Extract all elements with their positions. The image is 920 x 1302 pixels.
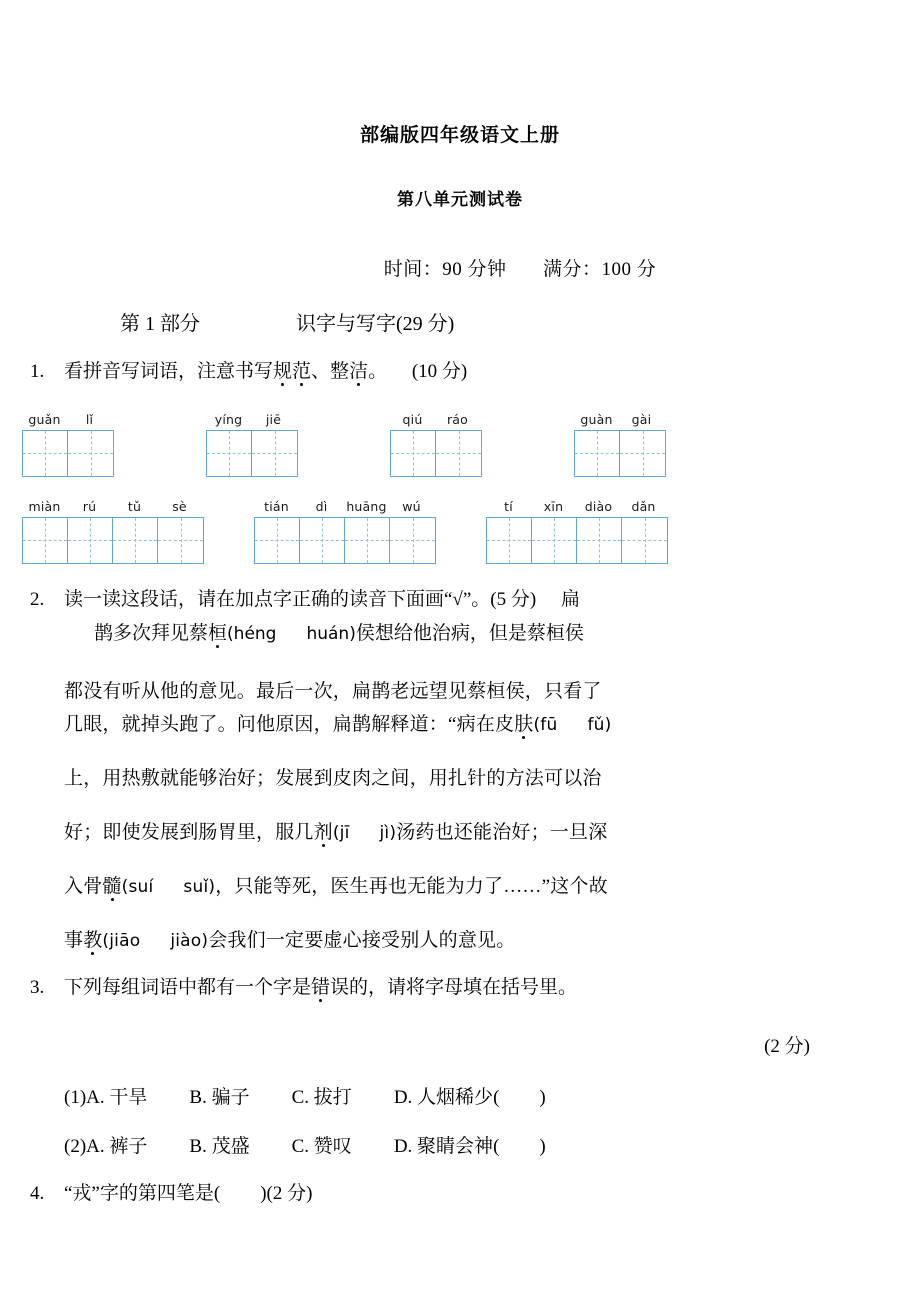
exam-meta bbox=[0, 254, 920, 281]
pinyin-syllable: guǎn bbox=[28, 411, 61, 427]
option-letter: D. bbox=[393, 1136, 418, 1158]
q2-line2-text-b: 侯想给他治病，但是蔡桓侯 bbox=[355, 623, 584, 645]
option-letter: B. bbox=[189, 1136, 212, 1158]
tianzige-cell[interactable] bbox=[391, 431, 436, 476]
q2-line6-text-a: 好；即使发展到肠胃里，服几 bbox=[64, 821, 314, 843]
q2-line-2 bbox=[30, 620, 920, 649]
pinyin-syllable: tí bbox=[504, 498, 513, 514]
question-2 bbox=[0, 586, 920, 649]
pinyin-syllable: miàn bbox=[28, 498, 61, 514]
exam-time-label: 时间：90 分钟 bbox=[383, 259, 507, 280]
tianzige-grid[interactable] bbox=[206, 430, 298, 477]
pinyin-syllable: jiē bbox=[265, 411, 282, 427]
q2-dotted-char-sui: 髓 bbox=[102, 875, 122, 897]
q1-prompt-part-a: 看拼音写词语，注意书写 bbox=[64, 361, 274, 382]
pinyin-syllable: gài bbox=[631, 411, 652, 427]
q2-instruction-tail: 扁 bbox=[560, 588, 580, 610]
q1-prompt-part-b: 、整 bbox=[311, 361, 350, 382]
q2-dotted-char-huan: 桓 bbox=[208, 623, 228, 645]
q2-dotted-char-fu: 肤 bbox=[514, 713, 534, 735]
pinyin-syllable: sè bbox=[172, 498, 187, 514]
question-4-number: 4. bbox=[30, 1183, 45, 1205]
pinyin-grid-item bbox=[486, 499, 668, 564]
pinyin-syllable: guàn bbox=[580, 411, 613, 427]
pinyin-label-row bbox=[486, 499, 668, 514]
q2-line6-text-b: 汤药也还能治好；一旦深 bbox=[396, 821, 608, 843]
option-b[interactable] bbox=[189, 1082, 249, 1109]
question-1 bbox=[0, 358, 920, 386]
option-letter: B. bbox=[189, 1087, 212, 1109]
q2-pinyin-option-heng: (héng bbox=[227, 624, 277, 645]
tianzige-cell[interactable] bbox=[23, 431, 68, 476]
q2-pinyin-option-ji4: jì) bbox=[379, 822, 397, 843]
pinyin-syllable: dì bbox=[315, 498, 328, 514]
q2-line-6 bbox=[64, 817, 896, 844]
q1-prompt-part-c: 。 bbox=[368, 361, 388, 382]
pinyin-syllable: dǎn bbox=[631, 498, 656, 514]
option-letter: A. bbox=[86, 1136, 110, 1158]
pinyin-label-row bbox=[254, 499, 436, 514]
q4-text-a: “戎”字的第四笔是( bbox=[64, 1183, 221, 1205]
option-text: 裤子 bbox=[109, 1136, 148, 1158]
tianzige-cell[interactable] bbox=[207, 431, 252, 476]
option-text: 聚睛会神 bbox=[417, 1136, 494, 1158]
q2-line8-text-a: 事 bbox=[64, 929, 84, 951]
q2-line2-text-a: 鹊多次拜见蔡 bbox=[94, 623, 209, 645]
option-text: 拔打 bbox=[313, 1087, 352, 1109]
pinyin-syllable: tǔ bbox=[127, 498, 142, 514]
pinyin-grid-item bbox=[574, 412, 666, 477]
option-row-label: (2) bbox=[64, 1136, 87, 1158]
q2-line7-text-a: 入骨 bbox=[64, 875, 103, 897]
tianzige-cell[interactable] bbox=[436, 431, 481, 476]
q2-dotted-char-jiao: 教 bbox=[83, 929, 103, 951]
pinyin-syllable: tián bbox=[264, 498, 289, 514]
q1-score: (10 分) bbox=[411, 361, 468, 382]
answer-paren-close: ) bbox=[539, 1136, 546, 1158]
q3-dotted-char-cuo: 错 bbox=[311, 976, 331, 998]
tianzige-grid[interactable] bbox=[254, 517, 436, 564]
pinyin-grid-item bbox=[390, 412, 482, 477]
option-d[interactable] bbox=[394, 1082, 493, 1109]
q2-line4-text-a: 几眼，就掉头跑了。问他原因，扁鹊解释道：“病在皮 bbox=[64, 713, 515, 735]
option-b[interactable] bbox=[189, 1131, 249, 1158]
pinyin-syllable: ráo bbox=[446, 411, 469, 427]
option-d[interactable] bbox=[394, 1131, 493, 1158]
option-a[interactable] bbox=[86, 1131, 147, 1158]
q2-score: (5 分) bbox=[490, 588, 537, 610]
tianzige-grid[interactable] bbox=[574, 430, 666, 477]
pinyin-syllable: wú bbox=[402, 498, 421, 514]
option-row-label: (1) bbox=[64, 1087, 87, 1109]
tianzige-cell[interactable] bbox=[622, 518, 667, 563]
tianzige-cell[interactable] bbox=[23, 518, 68, 563]
pinyin-grid-item bbox=[206, 412, 298, 477]
pinyin-syllable: lǐ bbox=[85, 411, 94, 427]
q4-score: (2 分) bbox=[266, 1183, 313, 1205]
question-3 bbox=[0, 974, 920, 1002]
tianzige-cell[interactable] bbox=[113, 518, 158, 563]
pinyin-label-row bbox=[390, 412, 482, 427]
answer-paren-open: ( bbox=[493, 1087, 500, 1109]
exam-total-score-label: 满分：100 分 bbox=[543, 259, 657, 280]
q2-pinyin-option-fu3: fǔ) bbox=[587, 714, 612, 735]
pinyin-grid-item bbox=[22, 412, 114, 477]
pinyin-label-row bbox=[22, 412, 114, 427]
q2-pinyin-option-fu1: (fū bbox=[533, 714, 558, 735]
q1-dotted-char-2: 范 bbox=[292, 361, 312, 382]
tianzige-cell[interactable] bbox=[390, 518, 435, 563]
tianzige-cell[interactable] bbox=[68, 431, 113, 476]
option-a[interactable] bbox=[86, 1082, 147, 1109]
q2-instruction: 读一读这段话，请在加点字正确的读音下面画“√”。 bbox=[64, 588, 491, 610]
tianzige-cell[interactable] bbox=[68, 518, 113, 563]
question-3-options bbox=[0, 1082, 920, 1158]
tianzige-grid[interactable] bbox=[22, 517, 204, 564]
q2-line-7 bbox=[64, 871, 896, 898]
pinyin-syllable: xīn bbox=[543, 498, 564, 514]
q2-dotted-char-ji: 剂 bbox=[313, 821, 333, 843]
pinyin-syllable: diào bbox=[584, 498, 613, 514]
pinyin-syllable: qiú bbox=[402, 411, 423, 427]
q2-pinyin-option-huan: huán) bbox=[306, 624, 356, 645]
pinyin-syllable: rú bbox=[82, 498, 97, 514]
q2-line-8 bbox=[64, 925, 896, 952]
q4-text-b: ) bbox=[260, 1183, 267, 1205]
pinyin-syllable: huāng bbox=[346, 498, 387, 514]
option-row bbox=[64, 1082, 920, 1109]
pinyin-label-row bbox=[574, 412, 666, 427]
pinyin-grid-row-1 bbox=[22, 412, 920, 477]
pinyin-writing-grids bbox=[0, 412, 920, 564]
option-letter: D. bbox=[393, 1087, 418, 1109]
tianzige-cell[interactable] bbox=[252, 431, 297, 476]
question-4 bbox=[0, 1180, 920, 1208]
page-title: 部编版四年级语文上册 bbox=[359, 124, 560, 146]
pinyin-grid-item bbox=[22, 499, 204, 564]
q3-prompt-part-b: 误的，请将字母填在括号里。 bbox=[330, 976, 578, 998]
option-c[interactable] bbox=[292, 1082, 352, 1109]
q2-pinyin-option-sui2: (suí bbox=[121, 876, 154, 897]
tianzige-cell[interactable] bbox=[345, 518, 390, 563]
option-letter: C. bbox=[291, 1087, 314, 1109]
tianzige-cell[interactable] bbox=[577, 518, 622, 563]
q2-line-3: 都没有听从他的意见。最后一次，扁鹊老远望见蔡桓侯，只看了 bbox=[64, 680, 602, 702]
option-text: 赞叹 bbox=[313, 1136, 352, 1158]
question-2-passage bbox=[0, 676, 920, 952]
part-heading bbox=[0, 307, 920, 336]
option-letter: C. bbox=[291, 1136, 314, 1158]
q2-line-5: 上，用热敷就能够治好；发展到皮肉之间，用扎针的方法可以治 bbox=[64, 767, 602, 789]
q2-pinyin-option-jiao4: jiào) bbox=[170, 930, 209, 951]
pinyin-grid-item bbox=[254, 499, 436, 564]
page-subtitle: 第八单元测试卷 bbox=[397, 190, 523, 210]
question-2-number: 2. bbox=[30, 588, 45, 610]
pinyin-syllable: yíng bbox=[214, 411, 243, 427]
tianzige-cell[interactable] bbox=[575, 431, 620, 476]
question-1-number: 1. bbox=[30, 361, 45, 382]
answer-paren-open: ( bbox=[493, 1136, 500, 1158]
q2-pinyin-option-sui3: suǐ) bbox=[183, 876, 216, 897]
q1-dotted-char-3: 洁 bbox=[349, 361, 369, 382]
q2-pinyin-option-jiao1: (jiāo bbox=[102, 930, 141, 951]
tianzige-cell[interactable] bbox=[487, 518, 532, 563]
question-1-prompt bbox=[64, 361, 467, 382]
tianzige-cell[interactable] bbox=[300, 518, 345, 563]
pinyin-label-row bbox=[206, 412, 298, 427]
option-row bbox=[64, 1131, 920, 1158]
tianzige-grid[interactable] bbox=[486, 517, 668, 564]
option-text: 茂盛 bbox=[211, 1136, 250, 1158]
q2-pinyin-option-ji1: (jī bbox=[332, 822, 350, 843]
tianzige-grid[interactable] bbox=[22, 430, 114, 477]
tianzige-cell[interactable] bbox=[620, 431, 665, 476]
part-name: 识字与写字(29 分) bbox=[296, 313, 455, 335]
tianzige-cell[interactable] bbox=[532, 518, 577, 563]
tianzige-cell[interactable] bbox=[255, 518, 300, 563]
pinyin-label-row bbox=[22, 499, 204, 514]
q3-score: (2 分) bbox=[764, 1036, 810, 1058]
question-3-number: 3. bbox=[30, 976, 45, 998]
tianzige-grid[interactable] bbox=[390, 430, 482, 477]
q1-dotted-char-1: 规 bbox=[273, 361, 293, 382]
q2-line7-text-b: ，只能等死，医生再也无能为力了……”这个故 bbox=[215, 875, 608, 897]
option-text: 骗子 bbox=[211, 1087, 250, 1109]
option-letter: A. bbox=[86, 1087, 110, 1109]
option-text: 人烟稀少 bbox=[417, 1087, 494, 1109]
q2-line-4 bbox=[64, 709, 896, 736]
option-c[interactable] bbox=[292, 1131, 352, 1158]
q2-line8-text-b: 会我们一定要虚心接受别人的意见。 bbox=[208, 929, 516, 951]
pinyin-grid-row-2 bbox=[22, 499, 920, 564]
part-number: 第 1 部分 bbox=[120, 313, 200, 335]
option-text: 干旱 bbox=[109, 1087, 148, 1109]
answer-paren-close: ) bbox=[539, 1087, 546, 1109]
tianzige-cell[interactable] bbox=[158, 518, 203, 563]
q3-prompt-part-a: 下列每组词语中都有一个字是 bbox=[64, 976, 312, 998]
